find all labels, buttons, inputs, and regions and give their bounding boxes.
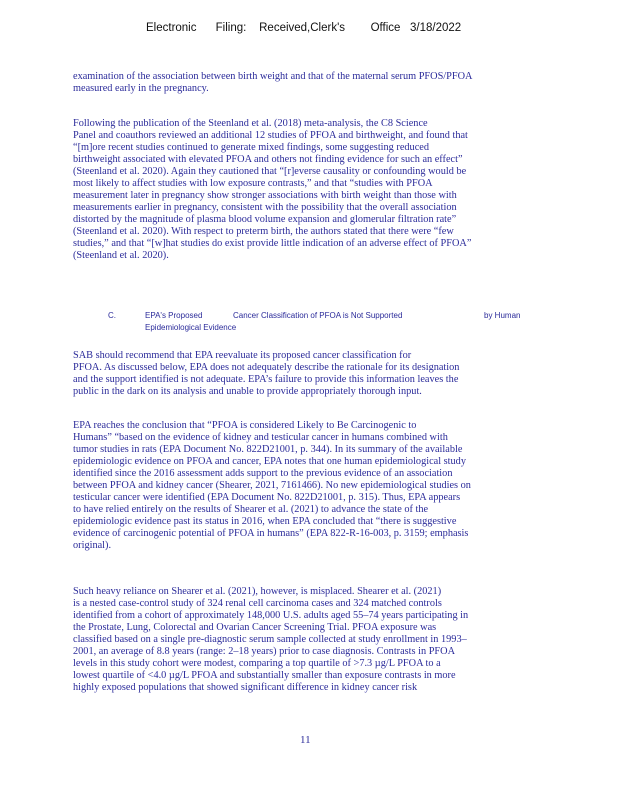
text-line: levels in this study cohort were modest, comparing a top quartile of >7.3 µg/L PFOA to a bbox=[73, 658, 441, 669]
text-line: Following the publication of the Steenland et al. (2018) meta-analysis, the C8 Science bbox=[73, 118, 428, 129]
text-line: lowest quartile of <4.0 µg/L PFOA and substantially smaller than exposure contrasts in more bbox=[73, 670, 456, 681]
text-line: between PFOA and kidney cancer (Shearer, 2021, 7161466). No new epidemiological studies on bbox=[73, 480, 471, 491]
section-title-part: Epidemiological Evidence bbox=[145, 323, 237, 332]
text-line: classified based on a single pre-diagnostic serum sample collected at study enrollment in 1993– bbox=[73, 634, 467, 645]
text-line: highly exposed populations that showed significant difference in kidney cancer risk bbox=[73, 682, 418, 693]
text-line: public in the dark on its analysis and unable to provide appropriately thorough input. bbox=[73, 386, 422, 397]
text-line: identified since the 2016 assessment adds support to the previous evidence of an association bbox=[73, 468, 453, 479]
text-line: (Steenland et al. 2020). Again they cautioned that “[r]everse causality or confounding would be bbox=[73, 166, 467, 177]
text-line: identified from a cohort of approximately 148,000 U.S. adults aged 55–74 years participating in bbox=[73, 610, 469, 621]
text-line: studies,” and that “[w]hat studies do exist provide little indication of an adverse effect of PFOA” bbox=[73, 238, 472, 249]
text-line: “[m]ore recent studies continued to generate mixed findings, some suggesting reduced bbox=[73, 142, 429, 153]
paragraph-c8-science-panel bbox=[73, 118, 565, 262]
text-line: tumor studies in rats (EPA Document No. 822D21001, p. 344). In its summary of the available bbox=[73, 444, 463, 455]
paragraph-shearer-reliance bbox=[73, 586, 565, 694]
text-line: epidemiologic evidence past its status in 2016, when EPA concluded that “there is suggestive bbox=[73, 516, 457, 527]
text-line: examination of the association between birth weight and that of the maternal serum PFOS/PFOA bbox=[73, 71, 473, 82]
text-line: to have relied entirely on the results of Shearer et al. (2021) to advance the state of the bbox=[73, 504, 429, 515]
paragraph-continuation bbox=[73, 71, 565, 95]
text-line: SAB should recommend that EPA reevaluate its proposed cancer classification for bbox=[73, 350, 412, 361]
text-line: Humans” “based on the evidence of kidney and testicular cancer in humans combined with bbox=[73, 432, 448, 443]
text-line: the Prostate, Lung, Colorectal and Ovarian Cancer Screening Trial. PFOA exposure was bbox=[73, 622, 437, 633]
section-title-part: by Human bbox=[484, 311, 521, 320]
text-line: measured early in the pregnancy. bbox=[73, 83, 209, 94]
text-line: EPA reaches the conclusion that “PFOA is considered Likely to Be Carcinogenic to bbox=[73, 420, 417, 431]
text-line: and the support identified is not adequate. EPA’s failure to provide this information leaves the bbox=[73, 374, 459, 385]
text-line: is a nested case-control study of 324 renal cell carcinoma cases and 324 matched controls bbox=[73, 598, 442, 609]
text-line: measurement later in pregnancy show stronger associations with birth weight than those with bbox=[73, 190, 457, 201]
text-line: 2001, an average of 8.8 years (range: 2–18 years) prior to case diagnosis. Contrasts in PFOA bbox=[73, 646, 456, 657]
filing-header: Electronic Filing: Received,Clerk's Office 3/18/2022 bbox=[146, 22, 462, 34]
text-line: most likely to affect studies with low exposure contrasts,” and that “studies with PFOA bbox=[73, 178, 433, 189]
section-title-part: Cancer Classification of PFOA is Not Supported bbox=[233, 311, 403, 320]
paragraph-epa-conclusion bbox=[73, 420, 565, 552]
text-line: measurements earlier in pregnancy, consistent with the possibility that the overall association bbox=[73, 202, 457, 213]
text-line: testicular cancer were identified (EPA Document No. 822D21001, p. 315). Thus, EPA appears bbox=[73, 492, 461, 503]
text-line: Panel and coauthors reviewed an additional 12 studies of PFOA and birthweight, and found that bbox=[73, 130, 468, 141]
text-line: Such heavy reliance on Shearer et al. (2021), however, is misplaced. Shearer et al. (2021) bbox=[73, 586, 442, 597]
paragraph-sab-recommendation bbox=[73, 350, 565, 398]
text-line: birthweight associated with elevated PFOA and others not finding evidence for such an effect” bbox=[73, 154, 463, 165]
section-letter: C. bbox=[108, 311, 116, 320]
text-line: (Steenland et al. 2020). bbox=[73, 250, 169, 261]
text-line: PFOA. As discussed below, EPA does not adequately describe the rationale for its designation bbox=[73, 362, 460, 373]
text-line: evidence of carcinogenic potential of PFOA in humans” (EPA 822-R-16-003, p. 3159; emphasis bbox=[73, 528, 469, 539]
section-title-part: EPA's Proposed bbox=[145, 311, 203, 320]
text-line: original). bbox=[73, 540, 112, 551]
text-line: distorted by the magnitude of plasma blood volume expansion and glomerular filtration rate” bbox=[73, 214, 457, 225]
text-line: epidemiologic evidence on PFOA and cancer, EPA notes that one human epidemiological study bbox=[73, 456, 466, 467]
page-number: 11 bbox=[300, 734, 311, 746]
text-line: (Steenland et al. 2020). With respect to preterm birth, the authors stated that there were “few bbox=[73, 226, 454, 237]
